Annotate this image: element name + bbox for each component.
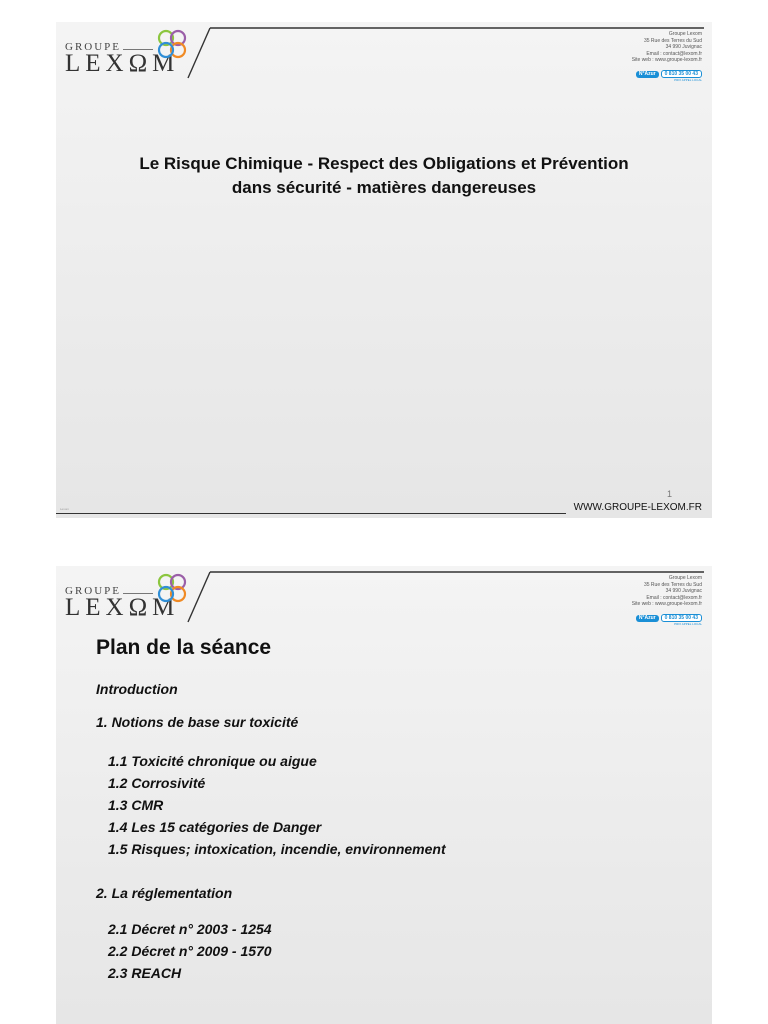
agenda-item-1-1: 1.1 Toxicité chronique ou aigue <box>108 753 317 769</box>
contact-city: 34 990 Juvignac <box>665 588 702 594</box>
header-rule <box>184 570 704 624</box>
footer-small-text: Lexom <box>60 507 70 511</box>
logo-lexom-text: LEXΩM <box>65 50 180 77</box>
contact-block <box>632 575 702 608</box>
contact-company: Groupe Lexom <box>668 31 702 37</box>
phone-number: 0 810 35 00 43 <box>661 70 702 78</box>
slide-1-title-line-1: Le Risque Chimique - Respect des Obligations et Prévention <box>139 154 629 173</box>
contact-city: 34 990 Juvignac <box>665 44 702 50</box>
agenda-item-1-4: 1.4 Les 15 catégories de Danger <box>108 819 322 835</box>
contact-email: Email : contact@lexom.fr <box>646 594 702 601</box>
agenda-item-2-1: 2.1 Décret n° 2003 - 1254 <box>108 921 272 937</box>
contact-website: Site web : www.groupe-lexom.fr <box>631 601 702 607</box>
agenda-item-section-2: 2. La réglementation <box>96 885 233 901</box>
logo-groupe-text: GROUPE <box>65 41 122 53</box>
phone-number: 0 810 35 00 43 <box>661 614 702 622</box>
agenda-item-1-2: 1.2 Corrosivité <box>108 775 206 791</box>
contact-street: 35 Rue des Terres du Sud <box>643 581 702 588</box>
logo-groupe-text: GROUPE <box>65 585 122 597</box>
agenda-item-1-5: 1.5 Risques; intoxication, incendie, environnement <box>108 841 446 857</box>
agenda-item-2-2: 2.2 Décret n° 2009 - 1570 <box>108 943 272 959</box>
azur-badge: N°Azur <box>636 615 659 622</box>
phone-note: PRIX APPEL LOCAL <box>674 78 702 82</box>
phone-note: PRIX APPEL LOCAL <box>674 622 702 626</box>
plan-title: Plan de la séance <box>96 636 272 659</box>
slide-1-title <box>56 152 712 200</box>
contact-company: Groupe Lexom <box>668 575 702 581</box>
phone-badge <box>636 70 702 78</box>
agenda-item-section-1: 1. Notions de base sur toxicité <box>96 714 299 730</box>
contact-website: Site web : www.groupe-lexom.fr <box>631 57 702 63</box>
agenda-item-introduction: Introduction <box>96 681 178 697</box>
slide-1-title-line-2: dans sécurité - matières dangereuses <box>231 178 537 197</box>
logo-lexom-text: LEXΩM <box>65 594 180 621</box>
phone-badge <box>636 614 702 622</box>
header-rule <box>184 26 704 80</box>
azur-badge: N°Azur <box>636 71 659 78</box>
footer-rule <box>56 513 566 514</box>
slide-number: 1 <box>666 489 672 499</box>
contact-street: 35 Rue des Terres du Sud <box>643 37 702 44</box>
slide-2 <box>56 566 712 1024</box>
footer-website: WWW.GROUPE-LEXOM.FR <box>573 502 702 513</box>
agenda-item-2-3: 2.3 REACH <box>108 965 182 981</box>
agenda-item-1-3: 1.3 CMR <box>108 797 164 813</box>
contact-block <box>632 31 702 64</box>
contact-email: Email : contact@lexom.fr <box>646 50 702 57</box>
slide-1 <box>56 22 712 518</box>
